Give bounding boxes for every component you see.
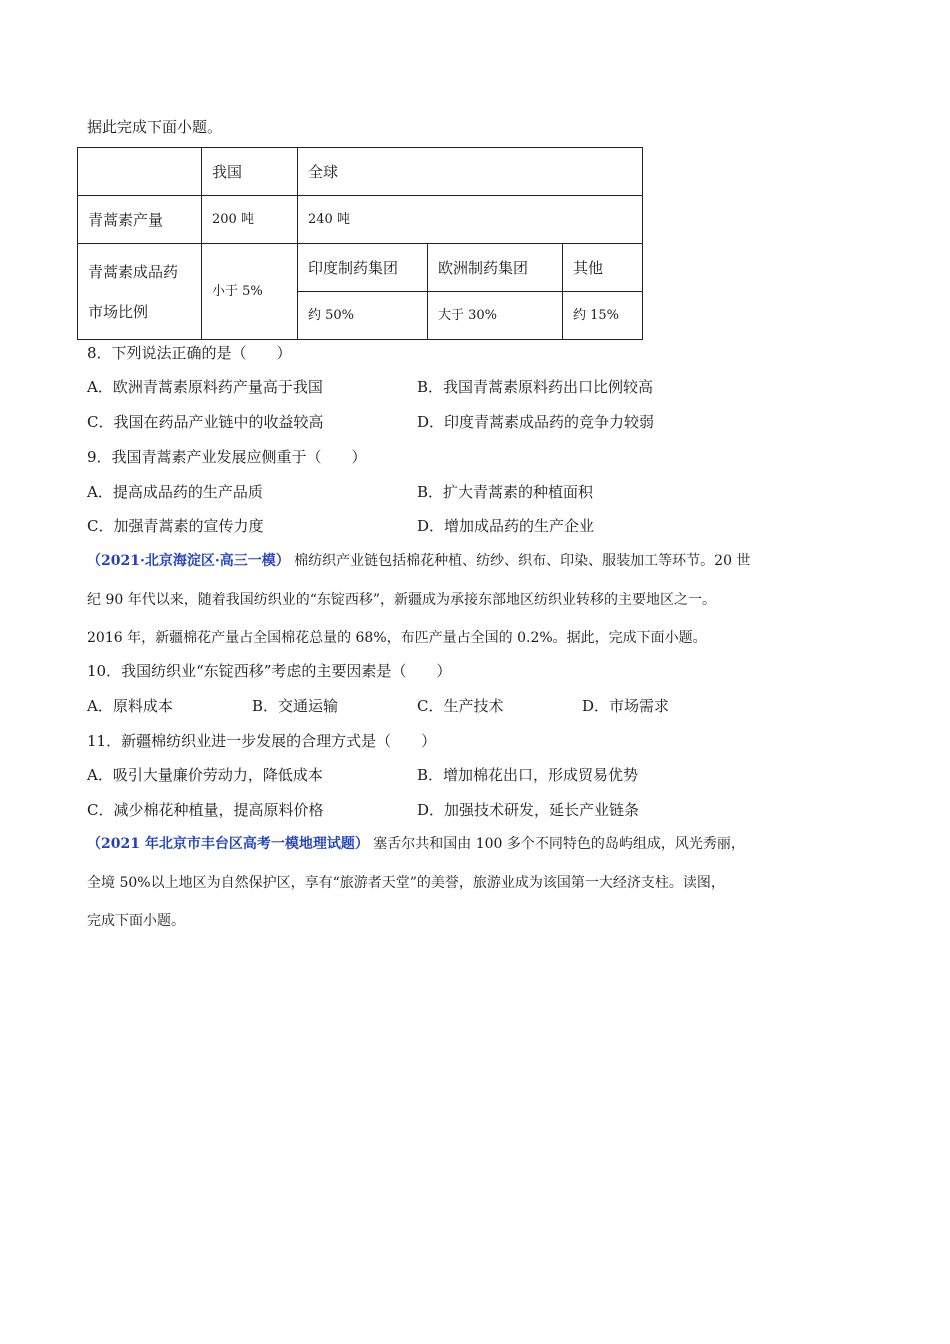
q11-option-b: B．增加棉花出口，形成贸易优势	[417, 766, 639, 784]
passage3-line3: 完成下面小题。	[87, 913, 185, 929]
group-value-other: 约 15%	[563, 292, 643, 340]
group-name-europe: 欧洲制药集团	[428, 244, 563, 292]
q10-option-d: D．市场需求	[582, 697, 670, 715]
header-global: 全球	[298, 148, 643, 196]
q9-option-d: D．增加成品药的生产企业	[417, 517, 595, 535]
passage2-line2: 纪 90 年代以来，随着我国纺织业的“东锭西移”，新疆成为承接东部地区纺织业转移的主要地区之一。	[87, 592, 717, 608]
output-global: 240 吨	[298, 196, 643, 244]
q9-option-c: C．加强青蒿素的宣传力度	[87, 517, 264, 535]
q11-option-a: A．吸引大量廉价劳动力，降低成本	[87, 766, 323, 784]
q11-option-d: D．加强技术研发，延长产业链条	[417, 801, 640, 819]
q8-stem: 8．下列说法正确的是（ ）	[87, 344, 292, 362]
output-china: 200 吨	[202, 196, 298, 244]
passage3-line1	[87, 834, 745, 854]
q8-option-a: A．欧洲青蒿素原料药产量高于我国	[87, 378, 323, 396]
group-name-india: 印度制药集团	[298, 244, 428, 292]
q10-stem: 10．我国纺织业“东锭西移”考虑的主要因素是（ ）	[87, 662, 452, 680]
q8-option-c: C．我国在药品产业链中的收益较高	[87, 413, 324, 431]
passage2-line1-text: 棉纺织产业链包括棉花种植、纺纱、织布、印染、服装加工等环节。20 世	[294, 553, 751, 569]
row-market-label	[78, 244, 202, 340]
q8-option-b: B．我国青蒿素原料药出口比例较高	[417, 378, 654, 396]
q9-stem: 9．我国青蒿素产业发展应侧重于（ ）	[87, 448, 367, 466]
artemisinin-table	[77, 147, 643, 340]
row-market-label-line1: 青蒿素成品药	[88, 262, 179, 281]
q10-option-c: C．生产技术	[417, 697, 504, 715]
q9-option-a: A．提高成品药的生产品质	[87, 483, 263, 501]
q11-stem: 11．新疆棉纺织业进一步发展的合理方式是（ ）	[87, 732, 437, 750]
passage2-line3: 2016 年，新疆棉花产量占全国棉花总量的 68%，布匹产量占全国的 0.2%。据此，完成下面小题。	[87, 630, 707, 646]
group-value-india: 约 50%	[298, 292, 428, 340]
table-row-output	[78, 196, 643, 244]
passage3-line1-text: 塞舌尔共和国由 100 多个不同特色的岛屿组成，风光秀丽，	[373, 836, 745, 852]
table-header-row	[78, 148, 643, 196]
row-output-label: 青蒿素产量	[78, 196, 202, 244]
market-china: 小于 5%	[202, 244, 298, 340]
passage3-source: （2021 年北京市丰台区高考一模地理试题）	[87, 836, 369, 852]
table-row-market-groups	[78, 244, 643, 292]
q10-option-b: B．交通运输	[252, 697, 339, 715]
table-corner-cell	[78, 148, 202, 196]
group-name-other: 其他	[563, 244, 643, 292]
row-market-label-line2: 市场比例	[88, 302, 149, 321]
q11-option-c: C．减少棉花种植量，提高原料价格	[87, 801, 324, 819]
group-value-europe: 大于 30%	[428, 292, 563, 340]
q9-option-b: B．扩大青蒿素的种植面积	[417, 483, 594, 501]
header-china: 我国	[202, 148, 298, 196]
q10-option-a: A．原料成本	[87, 697, 173, 715]
passage2-line1	[87, 551, 750, 571]
passage3-line2: 全境 50%以上地区为自然保护区，享有“旅游者天堂”的美誉，旅游业成为该国第一大经济支柱。读图，	[87, 875, 725, 891]
q8-option-d: D．印度青蒿素成品药的竞争力较弱	[417, 413, 655, 431]
intro-line: 据此完成下面小题。	[87, 118, 223, 136]
passage2-source: （2021·北京海淀区·高三一模）	[87, 553, 290, 569]
